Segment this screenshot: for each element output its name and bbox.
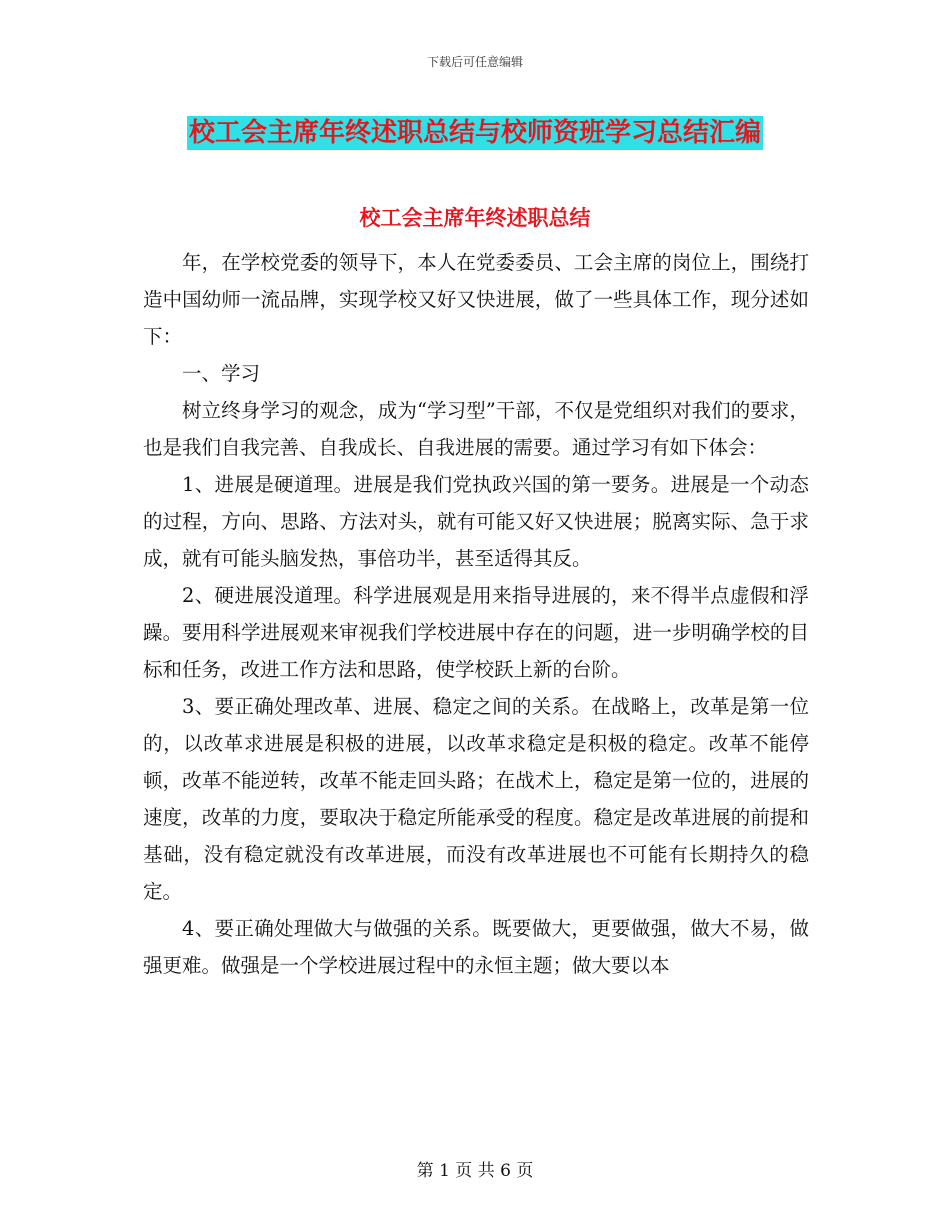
page-header-note: 下载后可任意编辑 xyxy=(426,55,523,69)
document-title xyxy=(0,112,950,149)
paragraph: 2、硬进展没道理。科学进展观是用来指导进展的，来不得半点虚假和浮躁。要用科学进展观来审视我们学校进展中存在的问题，进一步明确学校的目标和任务，改进工作方法和思路，使学校跃上新的台阶。 xyxy=(143,584,809,681)
paragraph: 1、进展是硬道理。进展是我们党执政兴国的第一要务。进展是一个动态的过程，方向、思路、方法对头，就有可能又好又快进展；脱离实际、急于求成，就有可能头脑发热，事倍功半，甚至适得其反。 xyxy=(143,473,809,570)
paragraph: 树立终身学习的观念，成为“学习型”干部，不仅是党组织对我们的要求，也是我们自我完善、自我成长、自我进展的需要。通过学习有如下体会： xyxy=(143,399,809,459)
page-number: 第 1 页 共 6 页 xyxy=(416,1161,534,1181)
paragraph: 3、要正确处理改革、进展、稳定之间的关系。在战略上，改革是第一位的，以改革求进展是积极的进展，以改革求稳定是积极的稳定。改革不能停顿，改革不能逆转，改革不能走回头路；在战术上，稳定是第一位的，进展的速度，改革的力度，要取决于稳定所能承受的程度。稳定是改革进展的前提和基础，没有稳定就没有改革进展，而没有改革进展也不可能有长期持久的稳定。 xyxy=(143,695,809,903)
paragraph: 年，在学校党委的领导下，本人在党委委员、工会主席的岗位上，围绕打造中国幼师一流品牌，实现学校又好又快进展，做了一些具体工作，现分述如下： xyxy=(143,251,809,348)
document-body xyxy=(143,244,809,984)
paragraph: 一、学习 xyxy=(182,362,261,385)
document-title-text: 校工会主席年终述职总结与校师资班学习总结汇编 xyxy=(188,118,761,148)
section-title: 校工会主席年终述职总结 xyxy=(359,205,591,230)
paragraph: 4、要正确处理做大与做强的关系。既要做大，更要做强，做大不易，做强更难。做强是一个学校进展过程中的永恒主题；做大要以本 xyxy=(143,917,809,977)
